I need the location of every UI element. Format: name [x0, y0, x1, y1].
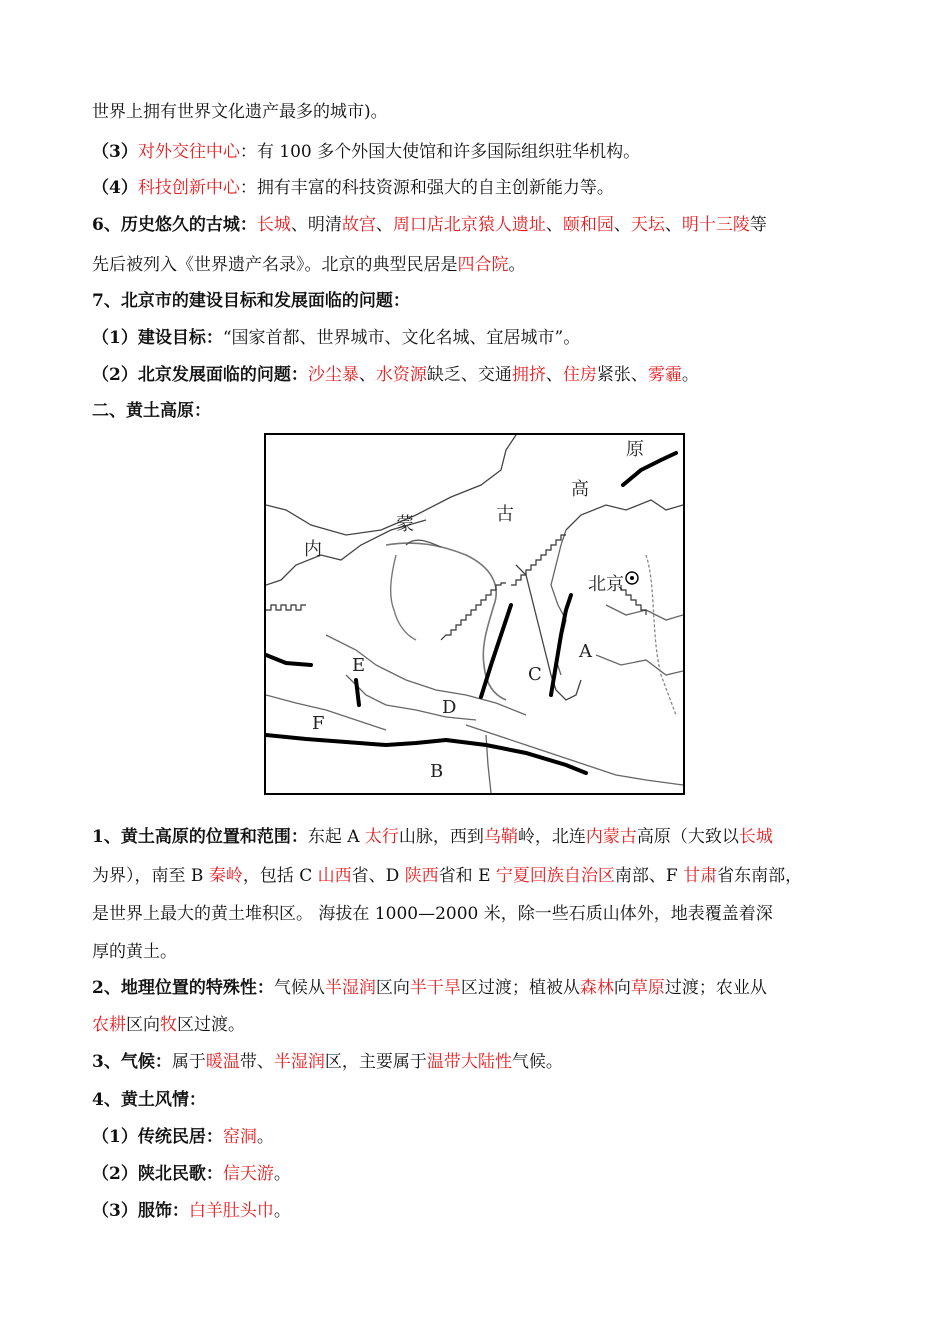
text-line: [92, 140, 882, 164]
plain-text: 。: [681, 365, 699, 385]
highlight-text: 明十三陵: [681, 215, 750, 235]
plain-text: 厚的黄土。: [92, 942, 177, 962]
text-line: [92, 902, 882, 926]
bold-text: 2、地理位置的特殊性：: [92, 978, 274, 998]
highlight-text: 秦岭: [208, 866, 243, 886]
text-line: [92, 100, 882, 124]
bold-text: 4、黄土风情：: [92, 1090, 206, 1110]
text-line: [92, 1199, 882, 1223]
highlight-text: 雾霾: [647, 365, 682, 385]
plain-text: 等: [749, 215, 767, 235]
bold-text: 二、黄土高原：: [92, 401, 211, 421]
highlight-text: 拥挤: [511, 365, 546, 385]
highlight-text: 白羊肚头巾: [188, 1201, 274, 1221]
text-line: [92, 825, 882, 849]
highlight-text: 长城: [738, 827, 773, 847]
highlight-text: 半湿润: [273, 1052, 325, 1072]
highlight-text: 温带大陆性: [426, 1052, 512, 1072]
map-region-label: 蒙: [396, 514, 414, 535]
map-region-label: 原: [626, 439, 644, 460]
highlight-text: 故宫: [341, 215, 376, 235]
text-line: [92, 213, 882, 237]
plain-text: 东起 A: [307, 827, 365, 847]
highlight-text: 太行: [364, 827, 399, 847]
map-letter-c: C: [528, 664, 542, 685]
highlight-text: 山西: [317, 866, 352, 886]
highlight-text: 半干旱: [409, 978, 461, 998]
highlight-text: 宁夏回族自治区: [495, 866, 615, 886]
plain-text: 区，主要属于: [324, 1052, 427, 1072]
map-letter-e: E: [352, 655, 366, 676]
section-heading-loess-plateau: [92, 399, 882, 423]
bold-text: （3）服饰：: [92, 1201, 189, 1221]
bold-text: 7、北京市的建设目标和发展面临的问题：: [92, 291, 410, 311]
bold-text: （3）: [92, 142, 138, 162]
map-region-label: 内: [304, 539, 322, 560]
highlight-text: 甘肃: [683, 866, 718, 886]
highlight-text: 沙尘暴: [307, 365, 359, 385]
text-line: [92, 253, 882, 277]
highlight-text: 森林: [579, 978, 614, 998]
text-line: [92, 976, 882, 1000]
map-city-label-beijing: 北京: [588, 574, 624, 595]
plain-text: 高原（大致以: [636, 827, 739, 847]
text-line: [92, 940, 882, 964]
highlight-text: 住房: [562, 365, 597, 385]
plain-text: 过渡；农业从: [664, 978, 767, 998]
plain-text: 。: [273, 1164, 291, 1184]
plain-text: 世界上拥有世界文化遗产最多的城市)。: [92, 102, 388, 122]
highlight-text: 四合院: [457, 255, 509, 275]
plain-text: ：有 100 多个外国大使馆和许多国际组织驻华机构。: [239, 142, 641, 162]
highlight-text: 长城: [256, 215, 291, 235]
bold-text: 6、历史悠久的古城：: [92, 215, 257, 235]
highlight-text: 天坛: [630, 215, 665, 235]
plain-text: 区向: [126, 1015, 160, 1035]
text-line: [92, 1050, 882, 1074]
plain-text: 。: [508, 255, 526, 275]
highlight-text: 半湿润: [324, 978, 376, 998]
plain-text: 南部、F: [614, 866, 684, 886]
plain-text: ：拥有丰富的科技资源和强大的自主创新能力等。: [239, 178, 614, 198]
highlight-text: 水资源: [375, 365, 427, 385]
map-letter-d: D: [442, 697, 457, 718]
plain-text: 区过渡；植被从: [460, 978, 580, 998]
plain-text: 向: [613, 978, 631, 998]
text-line: [92, 1162, 882, 1186]
plain-text: 区向: [375, 978, 410, 998]
text-line: [92, 176, 882, 200]
bold-text: （1）传统民居：: [92, 1127, 223, 1147]
highlight-text: 周口店北京猿人遗址: [392, 215, 546, 235]
plain-text: 缺乏、交通: [426, 365, 512, 385]
text-line: [92, 363, 882, 387]
highlight-text: 颐和园: [562, 215, 614, 235]
map-letter-f: F: [312, 713, 325, 734]
plain-text: 、: [545, 215, 563, 235]
plain-text: 省和 E: [438, 866, 496, 886]
plain-text: 省、D: [351, 866, 405, 886]
text-line: [92, 326, 882, 350]
plain-text: 是世界上最大的黄土堆积区。 海拔在 1000—2000 米，除一些石质山体外，地表覆盖着深: [92, 904, 773, 924]
highlight-text: 农耕: [92, 1015, 126, 1035]
heading-beijing-goals: [92, 289, 882, 313]
map-letter-a: A: [579, 641, 592, 662]
highlight-text: 内蒙古: [585, 827, 637, 847]
plain-text: 、: [375, 215, 393, 235]
plain-text: 为界），南至 B: [92, 866, 209, 886]
bold-text: （2）陕北民歌：: [92, 1164, 223, 1184]
plain-text: 岭，北连: [517, 827, 586, 847]
plain-text: 、: [358, 365, 376, 385]
plain-text: 区过渡。: [177, 1015, 245, 1035]
plain-text: ，包括 C: [242, 866, 318, 886]
highlight-text: 陕西: [404, 866, 439, 886]
plain-text: 、明清: [290, 215, 342, 235]
text-line: [92, 1125, 882, 1149]
highlight-text: 信天游: [222, 1164, 274, 1184]
heading-loess-customs: [92, 1088, 882, 1112]
plain-text: 、: [664, 215, 682, 235]
plain-text: 气候。: [511, 1052, 563, 1072]
plain-text: 气候从: [273, 978, 325, 998]
plain-text: 省东南部，: [717, 866, 803, 886]
plain-text: 带、: [239, 1052, 274, 1072]
bold-text: （2）北京发展面临的问题：: [92, 365, 308, 385]
plain-text: 紧张、: [596, 365, 648, 385]
bold-text: （4）: [92, 178, 138, 198]
highlight-text: 牧: [160, 1015, 177, 1035]
highlight-text: 对外交往中心: [137, 142, 240, 162]
plain-text: 、: [545, 365, 563, 385]
map-letter-b: B: [430, 761, 444, 782]
plain-text: 。: [256, 1127, 274, 1147]
text-line: [92, 864, 882, 888]
beijing-symbol: [626, 572, 638, 584]
highlight-text: 草原: [630, 978, 665, 998]
bold-text: （1）建设目标：: [92, 328, 223, 348]
plain-text: 。: [273, 1201, 291, 1221]
map-svg: [266, 435, 683, 793]
mountain-C: [481, 605, 511, 697]
loess-plateau-map: [264, 433, 685, 795]
map-region-label: 高: [571, 479, 589, 500]
highlight-text: 乌鞘: [483, 827, 518, 847]
highlight-text: 暖温: [205, 1052, 240, 1072]
plain-text: 属于: [171, 1052, 206, 1072]
map-region-label: 古: [496, 504, 514, 525]
mountain-B-qinling: [266, 735, 446, 745]
highlight-text: 科技创新中心: [137, 178, 240, 198]
plain-text: 、: [613, 215, 631, 235]
bold-text: 1、黄土高原的位置和范围：: [92, 827, 308, 847]
plain-text: “国家首都、世界城市、文化名城、宜居城市”。: [222, 328, 581, 348]
bold-text: 3、气候：: [92, 1052, 172, 1072]
plain-text: 山脉，西到: [398, 827, 484, 847]
plain-text: 先后被列入《世界遗产名录》。北京的典型民居是: [92, 255, 458, 275]
highlight-text: 窑洞: [222, 1127, 257, 1147]
text-line: [92, 1013, 882, 1037]
